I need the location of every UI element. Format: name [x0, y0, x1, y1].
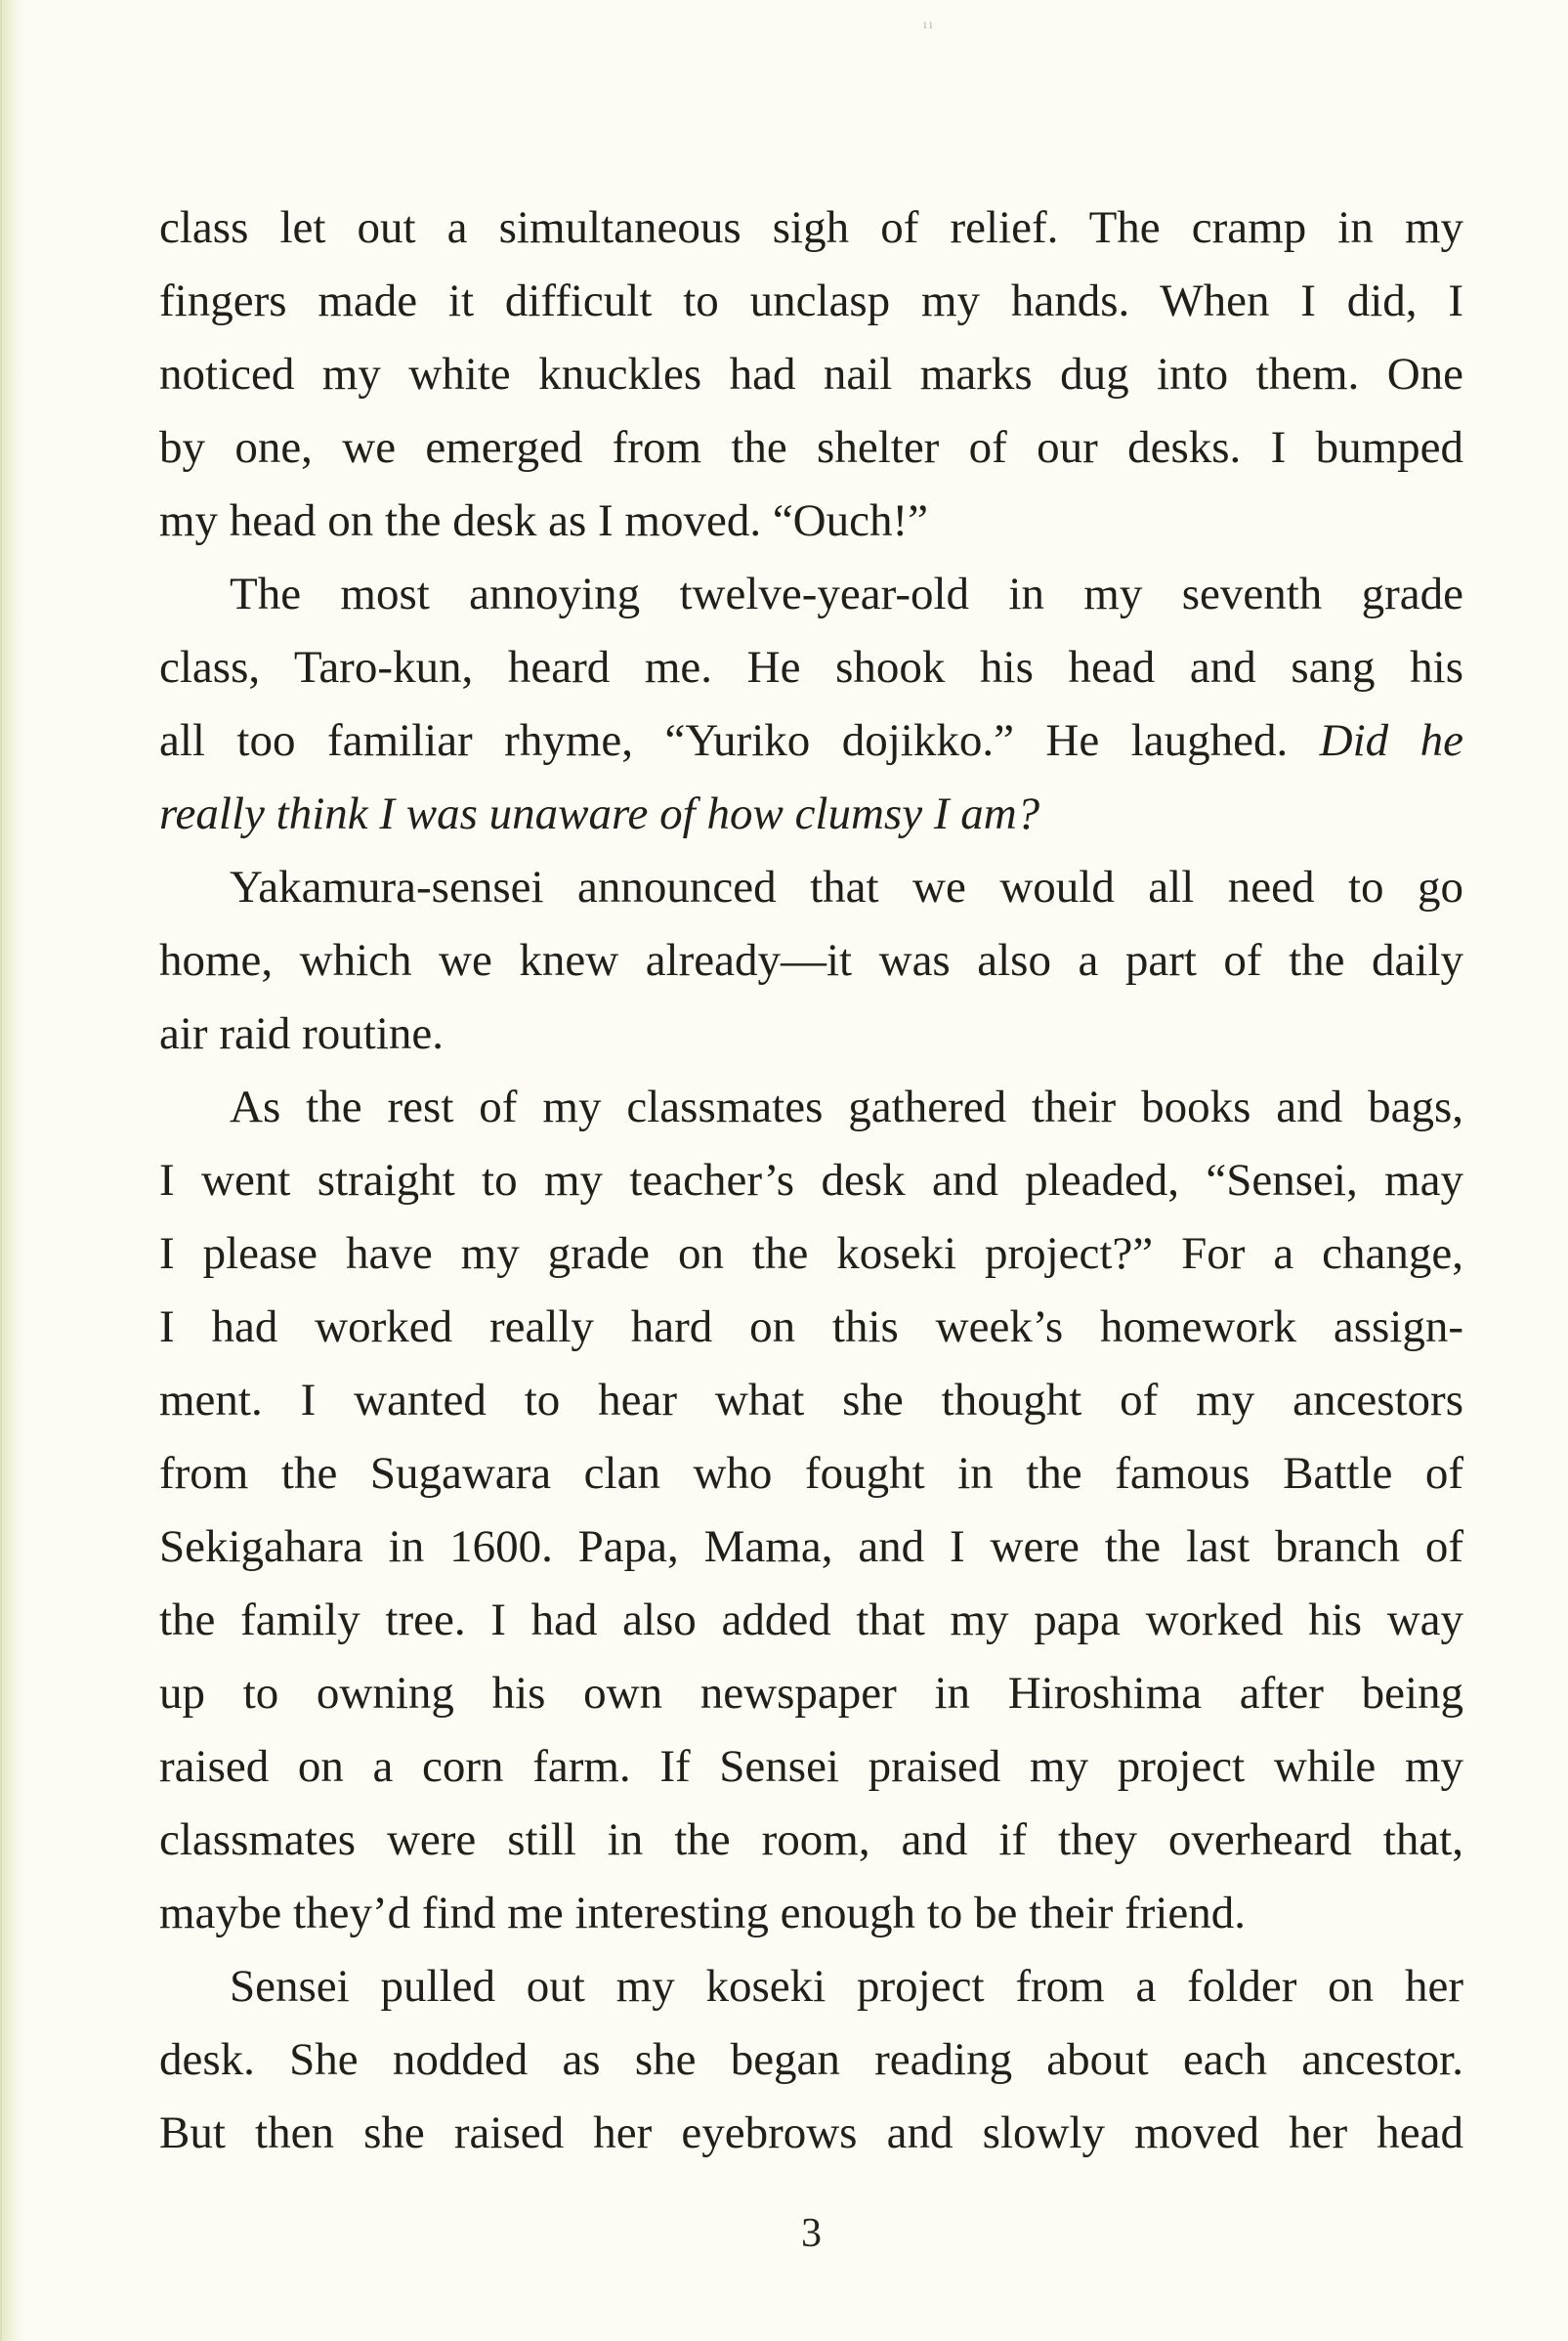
text-line — [159, 485, 1463, 558]
text-line — [159, 338, 1463, 411]
text-segment: raised on a corn farm. If Sensei praised my project while my — [159, 1741, 1463, 1792]
text-segment: Sekigahara in 1600. Papa, Mama, and I were the last branch of — [159, 1521, 1463, 1572]
text-segment: I please have my grade on the koseki project?” For a change, — [159, 1228, 1463, 1279]
text-line — [159, 1071, 1463, 1144]
text-line — [159, 1584, 1463, 1657]
text-line — [159, 998, 1463, 1071]
text-segment: classmates were still in the room, and if they overheard that, — [159, 1814, 1463, 1865]
text-line — [159, 631, 1463, 704]
text-line — [159, 1804, 1463, 1877]
text-line — [159, 1364, 1463, 1437]
page-left-edge-shading — [0, 0, 25, 2341]
text-line — [159, 1877, 1463, 1950]
paragraph — [159, 558, 1463, 851]
text-segment: home, which we knew already—it was also a part of the daily — [159, 935, 1463, 986]
text-segment: As the rest of my classmates gathered their books and bags, — [230, 1082, 1463, 1132]
text-line — [159, 411, 1463, 485]
text-segment: Yakamura-sensei announced that we would all need to go — [230, 862, 1463, 913]
text-line — [159, 558, 1463, 631]
text-line — [159, 1657, 1463, 1730]
text-line — [159, 1511, 1463, 1584]
page-left-edge-line — [0, 0, 2, 2341]
text-segment: maybe they’d find me interesting enough to be their friend. — [159, 1888, 1247, 1938]
text-segment: The most annoying twelve-year-old in my seventh grade — [230, 569, 1463, 619]
text-line — [159, 2023, 1463, 2097]
text-line — [159, 1437, 1463, 1511]
text-segment: But then she raised her eyebrows and slowly moved her head — [159, 2107, 1463, 2158]
text-segment: from the Sugawara clan who fought in the famous Battle of — [159, 1448, 1463, 1499]
text-line — [159, 851, 1463, 924]
text-line — [159, 778, 1463, 851]
text-segment: air raid routine. — [159, 1008, 445, 1059]
text-line — [159, 1217, 1463, 1291]
text-line — [159, 1291, 1463, 1364]
scan-artifact: ıı — [923, 18, 935, 32]
paragraph — [159, 851, 1463, 1071]
text-line — [159, 1950, 1463, 2023]
text-line — [159, 192, 1463, 265]
text-segment: fingers made it difficult to unclasp my hands. When I did, I — [159, 276, 1463, 326]
text-segment: noticed my white knuckles had nail marks dug into them. One — [159, 349, 1463, 400]
text-line — [159, 1144, 1463, 1217]
text-segment: ment. I wanted to hear what she thought of my ancestors — [159, 1375, 1463, 1426]
text-segment: desk. She nodded as she began reading about each ancestor. — [159, 2034, 1463, 2085]
text-line — [159, 265, 1463, 338]
text-segment: class let out a simultaneous sigh of relief. The cramp in my — [159, 202, 1463, 253]
text-line — [159, 924, 1463, 998]
page-text — [159, 192, 1463, 2170]
text-segment: up to owning his own newspaper in Hiroshima after being — [159, 1668, 1463, 1719]
text-segment: by one, we emerged from the shelter of our desks. I bumped — [159, 422, 1463, 473]
text-segment: my head on the desk as I moved. “Ouch!” — [159, 495, 928, 546]
text-line — [159, 2097, 1463, 2170]
text-segment: class, Taro-kun, heard me. He shook his head and sang his — [159, 642, 1463, 693]
text-segment: all too familiar rhyme, “Yuriko dojikko.” He laughed. — [159, 715, 1320, 766]
paragraph — [159, 1950, 1463, 2170]
page-number: 3 — [801, 2211, 822, 2256]
paragraph — [159, 192, 1463, 558]
text-segment: I had worked really hard on this week’s homework assign- — [159, 1301, 1463, 1352]
text-segment: the family tree. I had also added that my papa worked his way — [159, 1595, 1463, 1645]
text-segment: Sensei pulled out my koseki project from a folder on her — [230, 1961, 1463, 2012]
paragraph — [159, 1071, 1463, 1950]
text-segment: I went straight to my teacher’s desk and pleaded, “Sensei, may — [159, 1155, 1463, 1206]
text-line — [159, 1730, 1463, 1804]
text-segment: Did he — [1319, 715, 1463, 766]
text-line — [159, 704, 1463, 778]
text-segment: really think I was unaware of how clumsy I am? — [159, 788, 1040, 839]
